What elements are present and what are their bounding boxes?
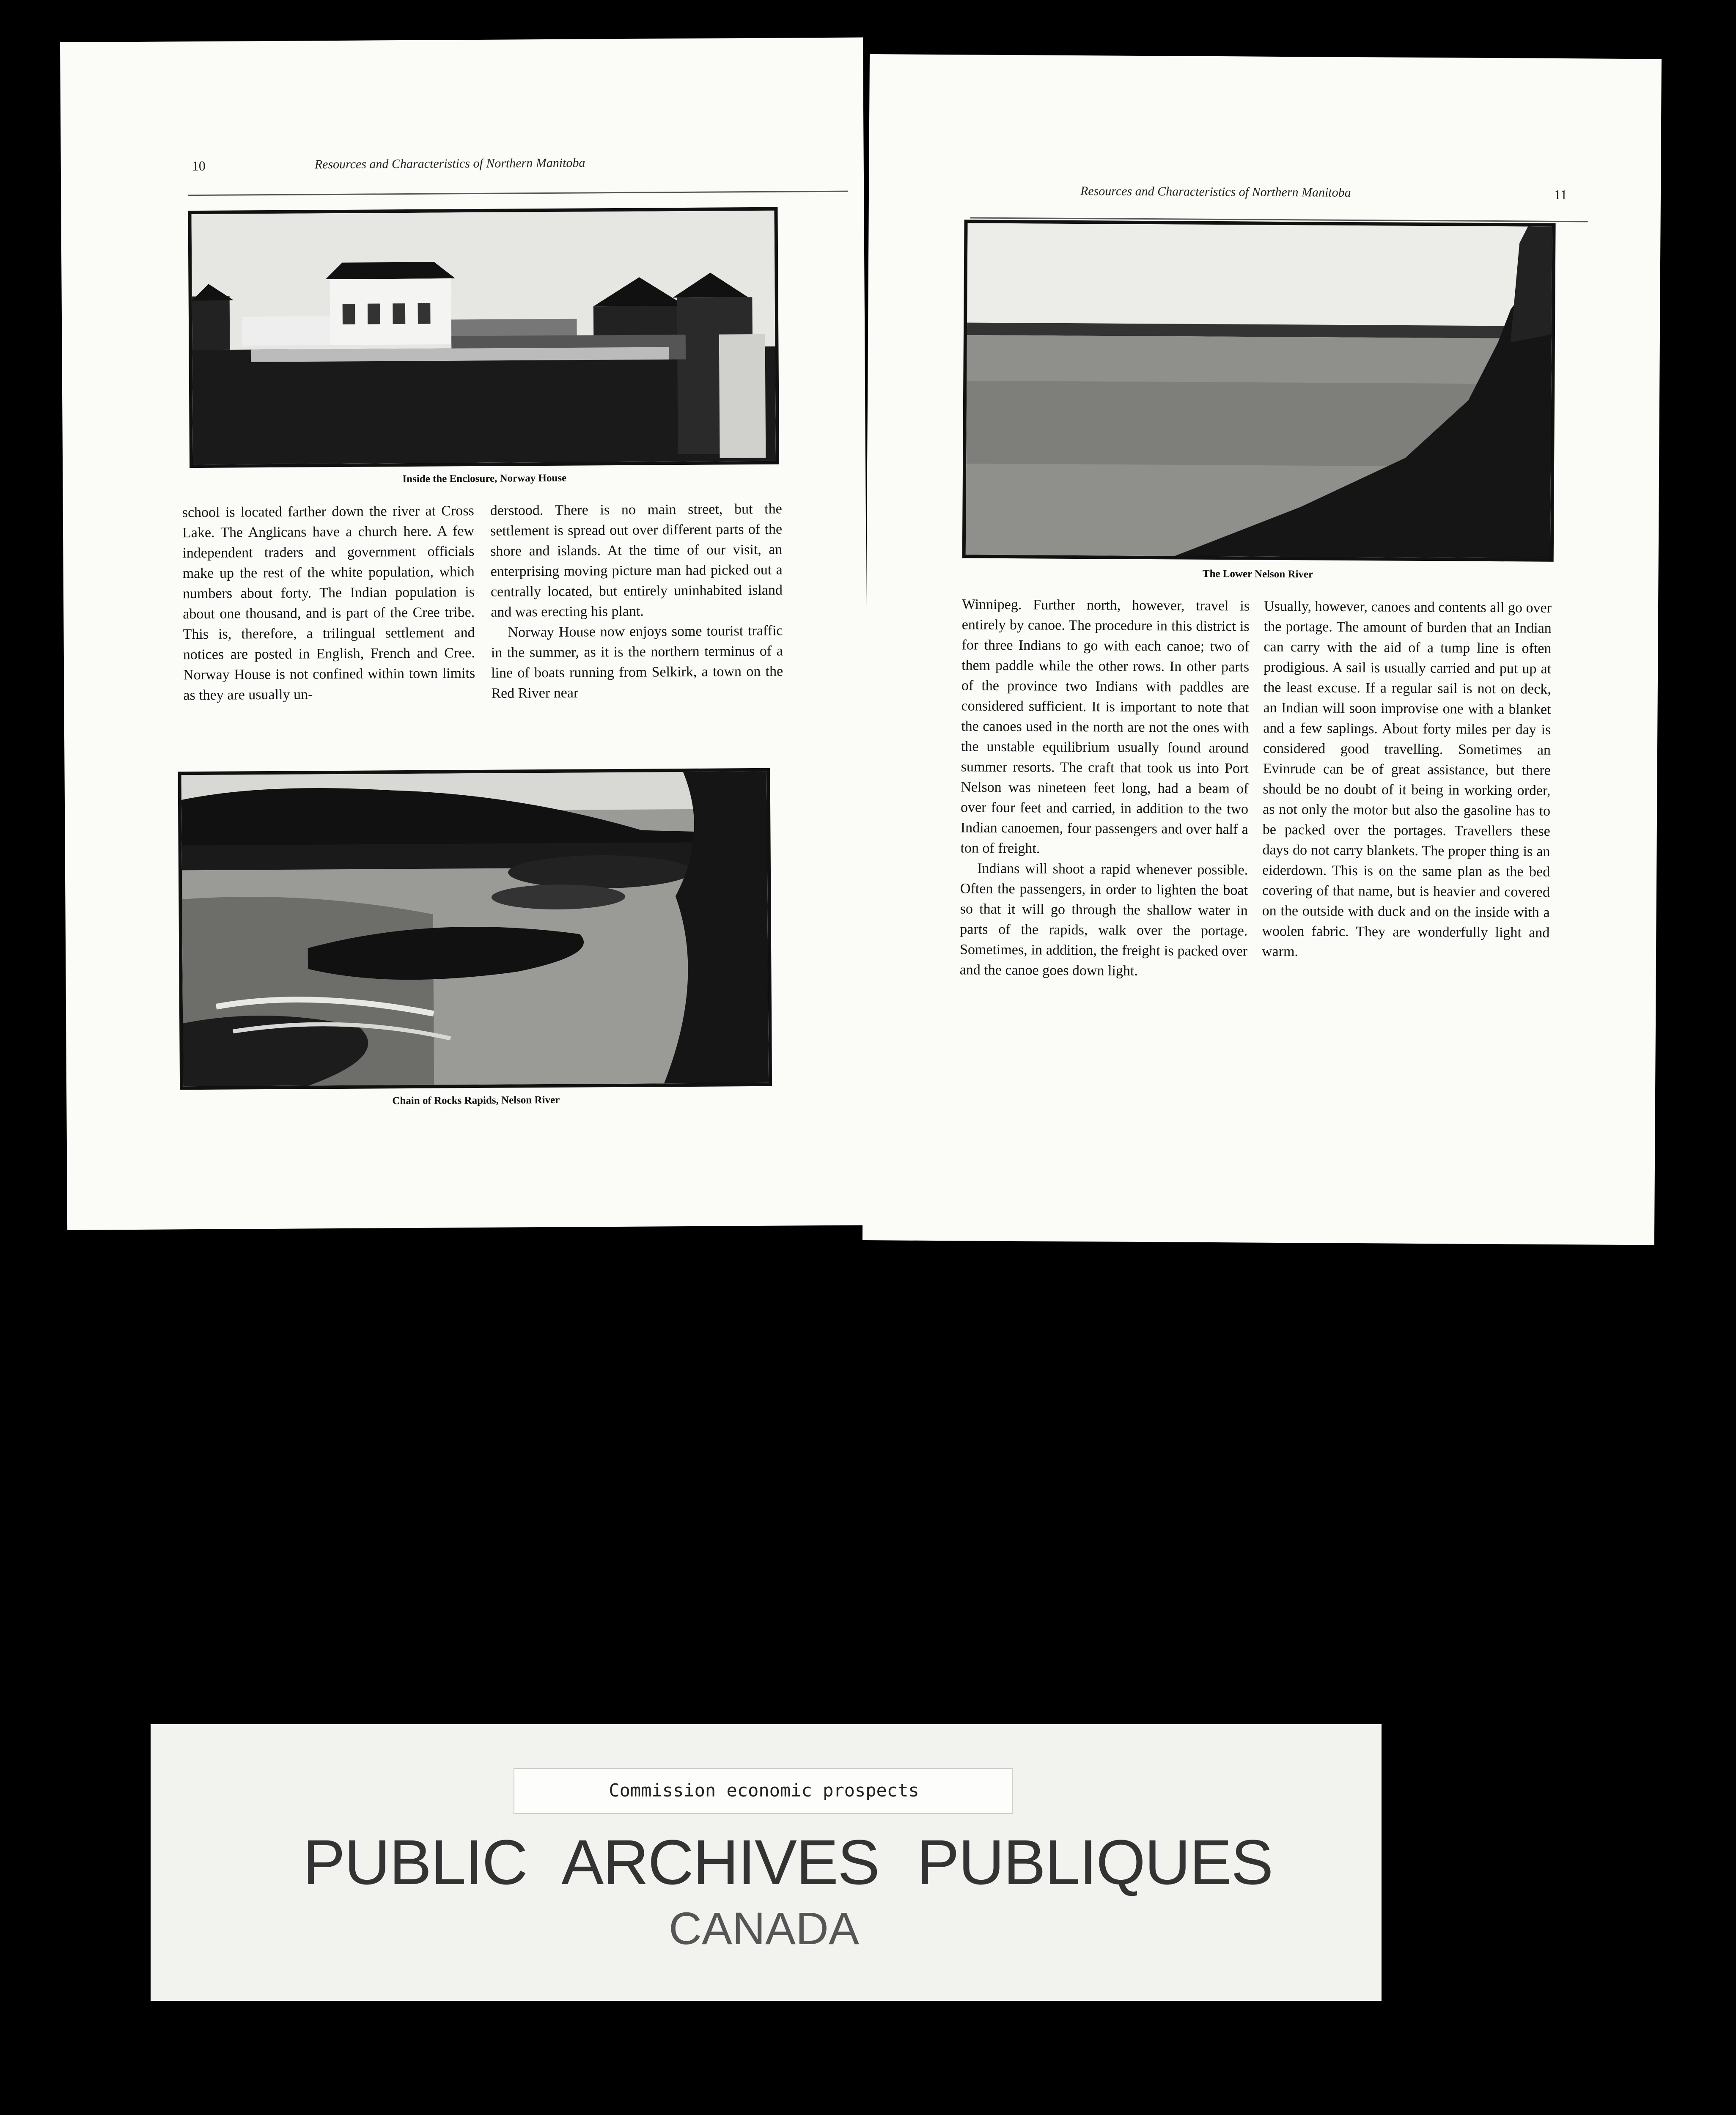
right-page	[863, 54, 1662, 1245]
page-number-right: 11	[1554, 187, 1567, 203]
archive-subtitle: CANADA	[668, 1903, 860, 1954]
caption-rapids: Chain of Rocks Rapids, Nelson River	[392, 1094, 560, 1107]
running-title-left: Resources and Characteristics of Northern Manitoba	[314, 156, 585, 172]
photo-enclosure-image	[191, 211, 776, 464]
photo-lower-nelson	[962, 220, 1556, 562]
right-col-1	[960, 594, 1250, 982]
running-head-right	[869, 181, 1661, 211]
archive-title: PUBLIC ARCHIVES PUBLIQUES	[303, 1827, 1273, 1898]
page-number-left: 10	[192, 158, 206, 174]
archive-label-strip	[151, 1724, 1382, 2001]
left-col-2	[490, 499, 783, 704]
photo-rapids-image	[181, 772, 769, 1086]
right-col-2	[1262, 596, 1552, 964]
paragraph: Winnipeg. Further north, however, travel is entirely by canoe. The procedure in this district is for three Indians to go with each canoe; two of them paddle while the other rows. In other parts of the province two Indians with paddles are considered sufficient. It is important to note that the canoes used in the north are not the ones with the unstable equilibrium usually found around summer resorts. The craft that took us into Port Nelson was nineteen feet long, had a beam of over four feet and carried, in addition to the two Indian canoemen, four passengers and over half a ton of freight.	[960, 596, 1250, 857]
paragraph: derstood. There is no main street, but the settlement is spread out over different parts of the shore and islands. At the time of our visit, an enterprising moving picture man had picked out a centrally located, but entirely uninhabited island and was erecting his plant.	[490, 501, 783, 620]
caption-enclosure: Inside the Enclosure, Norway House	[402, 472, 567, 485]
paragraph: Indians will shoot a rapid whenever possible. Often the passengers, in order to lighten the boat so that it will go through the shallow water in parts of the rapids, walk over the portage. Sometimes, in addition, the freight is packed over and the canoe goes down light.	[959, 860, 1248, 979]
photo-lower-nelson-image	[966, 223, 1552, 558]
left-page	[60, 37, 870, 1230]
paragraph: Usually, however, canoes and contents all go over the portage. The amount of burden that an Indian can carry with the aid of a tump line is often prodigious. A sail is usually carried and put up at the least excuse. If a regular sail is not on deck, an Indian will soon improvise one with a blanket and a few saplings. About forty miles per day is considered good travelling. Sometimes an Evinrude can be of great assistance, but there should be no doubt of it being in working order, as not only the motor but also the gasoline has to be packed over the portages. Travellers these days do not carry blankets. The proper thing is an eiderdown. This is on the same plan as the bed covering of that name, but is heavier and covered on the outside with duck and on the inside with a woolen fabric. They are wonderfully light and warm.	[1261, 598, 1552, 960]
running-title-right: Resources and Characteristics of Northern Manitoba	[1080, 184, 1351, 200]
paragraph: school is located farther down the river at Cross Lake. The Anglicans have a church here. A few independent traders and government officials make up the rest of the white population, which numbers about forty. The Indian population is about one thousand, and is part of the Cree tribe. This is, therefore, a trilingual settlement and notices are posted in English, French and Cree. Norway House is not confined within town limits as they are usually un-	[182, 503, 475, 703]
photo-enclosure	[188, 207, 779, 468]
paragraph: Norway House now enjoys some tourist traffic in the summer, as it is the northern terminus of a line of boats running from Selkirk, a town on the Red River near	[491, 623, 783, 701]
label-tab-text: Commission economic prospects	[609, 1780, 919, 1801]
caption-lower-nelson: The Lower Nelson River	[1202, 568, 1313, 580]
photo-rapids	[178, 768, 772, 1090]
header-rule	[188, 191, 848, 196]
running-head-left	[61, 152, 864, 183]
left-col-1	[182, 501, 475, 706]
